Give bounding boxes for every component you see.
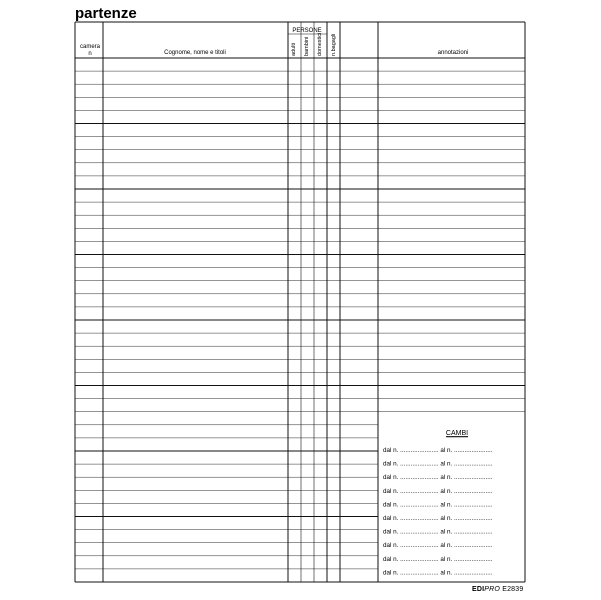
cambi-row: dal n. ...................... al n. ...................... — [383, 447, 493, 454]
cambi-row: dal n. ...................... al n. ...................... — [383, 555, 493, 563]
brand-edi: EDI — [472, 586, 485, 593]
cambi-row: dal n. ...................... al n. ...................... — [383, 487, 493, 495]
header-annotazioni: annotazioni — [437, 50, 469, 56]
cambi-row: dal n. ...................... al n. ...................... — [383, 542, 493, 550]
header-camera: camera — [79, 44, 101, 50]
grid-lines — [75, 22, 525, 582]
cambi-row: dal n. ...................... al n. ...................... — [383, 501, 493, 509]
cambi-row: dal n. ...................... al n. ...................... — [383, 515, 493, 522]
page-title: partenze — [75, 5, 137, 22]
header-bagagli: n.bagagli — [331, 33, 337, 56]
publisher-footer — [472, 586, 523, 593]
cambi-heading: CAMBI — [445, 430, 469, 437]
header-bambini: bambini — [304, 36, 310, 56]
cambi-row: dal n. ...................... al n. ...................... — [383, 460, 493, 468]
header-adulti: adulti — [291, 42, 297, 56]
form-code: E2839 — [502, 586, 524, 593]
cambi-row: dal n. ...................... al n. ...................... — [383, 474, 493, 482]
cambi-rows — [383, 447, 493, 576]
header-persone: PERSONE — [292, 28, 322, 34]
brand-pro: PRO — [484, 586, 501, 593]
header-name: Cognome, nome e titoli — [164, 50, 226, 56]
cambi-row: dal n. ...................... al n. ...................... — [383, 569, 493, 577]
cambi-row: dal n. ...................... al n. ...................... — [383, 528, 493, 536]
header-camera-n: n — [88, 51, 92, 57]
header-domestici: domestici — [317, 32, 323, 56]
